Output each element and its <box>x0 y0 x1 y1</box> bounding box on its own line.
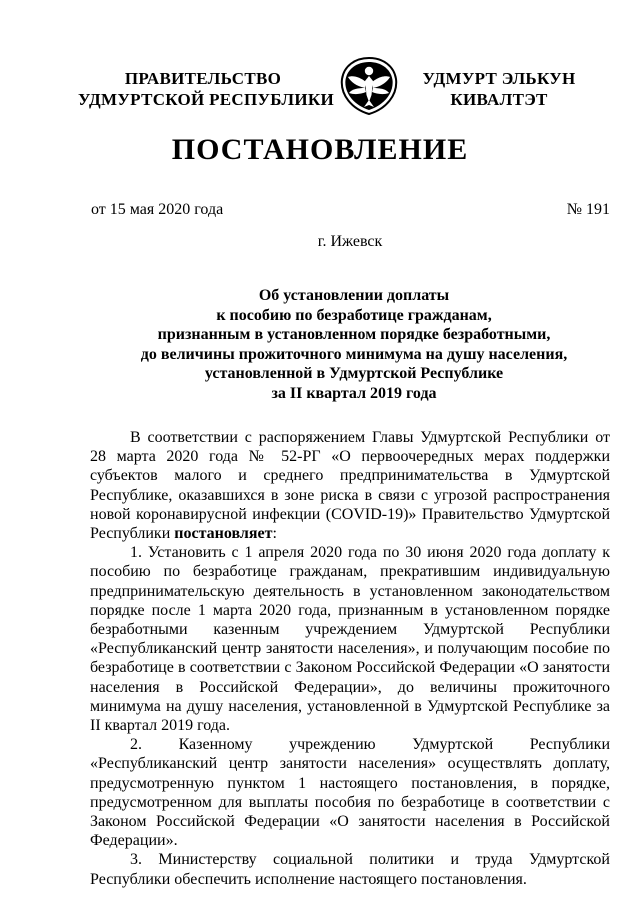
document-date: от 15 мая 2020 года <box>91 201 224 218</box>
header-left-line-2: УДМУРТСКОЙ РЕСПУБЛИКИ <box>78 90 335 109</box>
document-number: № 191 <box>566 201 610 218</box>
document-title: ПОСТАНОВЛЕНИЕ <box>171 133 469 166</box>
document-city: г. Ижевск <box>317 233 383 250</box>
document-subject <box>95 286 613 403</box>
subject-line: до величины прожиточного минимума на душу населения, <box>140 345 568 363</box>
preamble-paragraph <box>90 428 610 543</box>
header-right-line-1: УДМУРТ ЭЛЬКУН <box>422 69 576 88</box>
subject-line: к пособию по безработице гражданам, <box>216 306 492 324</box>
subject-line: Об установлении доплаты <box>258 287 450 304</box>
subject-line: признанным в установленном порядке безработными, <box>157 326 551 343</box>
paragraph-2: 2. Казенному учреждению Удмуртской Республики «Республиканский центр занятости населения» осуществлять доплату, предусмотренную пунктом 1 настоящего постановления, в порядке, предусмотренном для выплаты пособия по безработице в соответствии с Законом Российской Федерации «О занятости населения в Российской Федерации». <box>90 736 610 850</box>
header-right-line-2: КИВАЛТЭТ <box>450 90 548 109</box>
coat-of-arms-icon <box>336 55 402 117</box>
header-left <box>78 68 335 110</box>
preamble-bold-word: постановляет <box>174 525 273 543</box>
paragraph-3: 3. Министерству социальной политики и труда Удмуртской Республики обеспечить исполнение настоящего постановления. <box>90 851 610 888</box>
preamble-end: : <box>272 525 277 543</box>
paragraph-1: 1. Установить с 1 апреля 2020 года по 30 июня 2020 года доплату к пособию по безработице гражданам, прекратившим индивидуальную предпринимательскую деятельность в установленном законодательством порядке после 1 марта 2020 года, признанным в установленном порядке безработными казенным учреждением Удмуртской Республики «Республиканский центр занятости населения», и получающим пособие по безработице в соответствии с Законом Российской Федерации «О занятости населения в Российской Федерации», до величины прожиточного минимума на душу населения, установленной в Удмуртской Республике за II квартал 2019 года. <box>90 544 610 735</box>
header-right <box>418 68 580 110</box>
subject-line: установленной в Удмуртской Республике <box>204 365 504 382</box>
subject-line: за II квартал 2019 года <box>271 384 437 402</box>
document-body <box>90 428 610 889</box>
header-left-line-1: ПРАВИТЕЛЬСТВО <box>124 69 282 88</box>
preamble-text: В соответствии с распоряжением Главы Удмуртской Республики от 28 марта 2020 года № 52-РГ «О первоочередных мерах поддержки субъектов малого и среднего предпринимательства в Удмуртской Республике, оказавшихся в зоне риска в связи с угрозой распространения новой коронавирусной инфекции (COVID-19)» Правительство Удмуртской Республики <box>90 429 610 543</box>
